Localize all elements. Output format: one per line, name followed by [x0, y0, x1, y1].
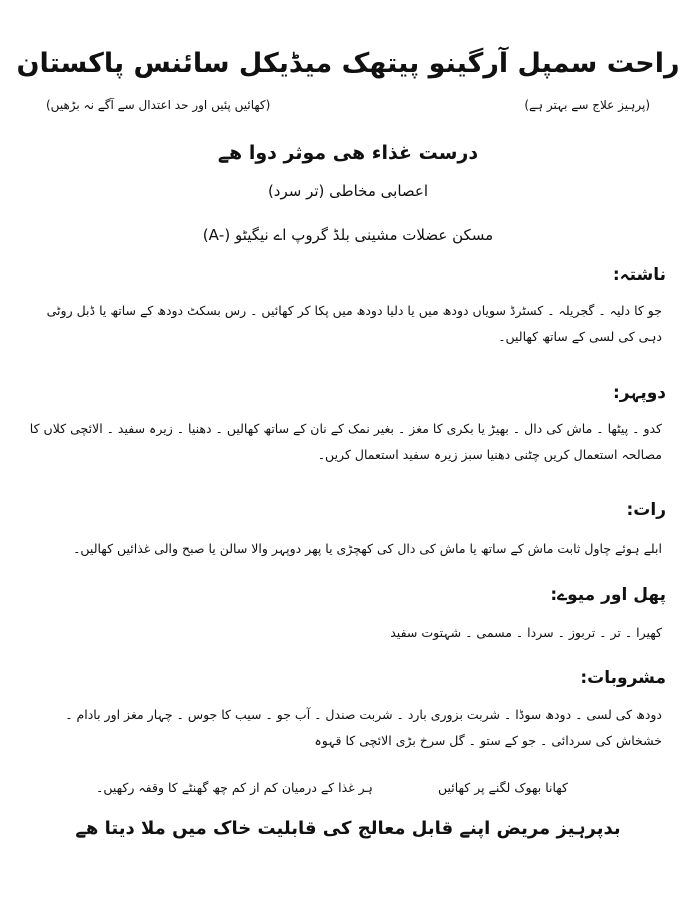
meal-notes-row — [96, 780, 568, 802]
lunch-text: کدو ۔ پیٹھا ۔ ماش کی دال ۔ بھیڑ یا بکری کا مغز ۔ بغیر نمک کے نان کے ساتھ کھالیں ۔ دھنیا ۔ زیرہ سفید ۔ الائچی کلاں کا مصالحہ استعمال کریں چٹنی دھنیا سبز زیرہ سفید استعمال کریں۔ — [29, 421, 662, 462]
subtitle-right: (پرہیز علاج سے بہتر ہے) — [524, 98, 650, 112]
dinner-text: ابلے ہوئے چاول ثابت ماش کے ساتھ یا ماش کی دال کی کھچڑی یا پھر دوپہر والا سالن یا صبح والی غذائیں کھالیں۔ — [73, 541, 662, 556]
drinks-heading: مشروبات: — [580, 668, 666, 688]
lunch-heading: دوپہر: — [612, 383, 666, 403]
drinks-text: دودھ کی لسی ۔ دودھ سوڈا ۔ شربت بزوری بارد ۔ شربت صندل ۔ آب جو ۔ سیب کا جوس ۔ چہار مغز اور بادام ۔ خشخاش کی سردائی ۔ جو کے ستو ۔ گل سرخ بڑی الائچی کا قہوہ — [65, 707, 662, 748]
meal-note-interval: ہر غذا کے درمیان کم از کم چھ گھنٹے کا وقفہ رکھیں۔ — [96, 780, 373, 795]
subtitle-left: (کھائیں پئیں اور حد اعتدال سے آگے نہ بڑھیں) — [46, 98, 271, 112]
medicine-group: مسکن عضلات مشینی بلڈ گروپ اے نیگیٹو (-A) — [202, 226, 494, 244]
dinner-heading: رات: — [626, 500, 666, 520]
motto: درست غذاء ھی موثر دوا ھے — [217, 142, 479, 164]
breakfast-heading: ناشتہ: — [612, 265, 666, 285]
subtitle-row — [46, 98, 650, 120]
meal-note-hunger: کھانا بھوک لگنے پر کھائیں — [437, 780, 568, 795]
page-title: راحت سمپل آرگینو پیتھک میڈیکل سائنس پاکستان — [16, 48, 680, 79]
footer-warning: بدپرہیز مریض اپنے قابل معالج کی قابلیت خاک میں ملا دیتا ھے — [75, 818, 621, 839]
fruits-heading: پھل اور میوے: — [550, 585, 666, 605]
breakfast-text: جو کا دلیہ ۔ گجریلہ ۔ کسٹرڈ سویاں دودھ میں یا دلیا دودھ میں پکا کر کھائیں ۔ رس بسکٹ دودھ کے ساتھ یا ڈبل روٹی دہی کی لسی کے ساتھ کھالیں۔ — [46, 303, 662, 344]
condition-type: اعصابی مخاطی (تر سرد) — [267, 182, 429, 200]
fruits-text: کھیرا ۔ تر ۔ تربوز ۔ سردا ۔ مسمی ۔ شہتوت سفید — [390, 625, 662, 640]
